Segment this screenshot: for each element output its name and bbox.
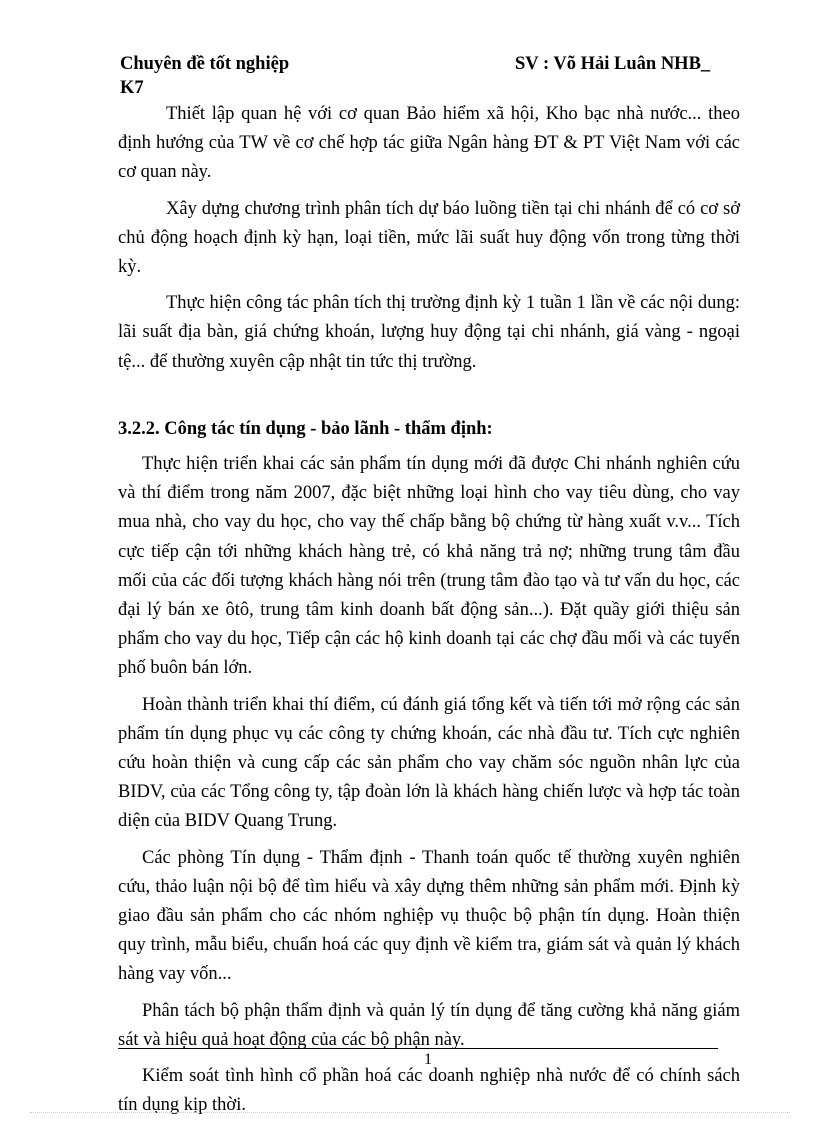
paragraph: Xây dựng chương trình phân tích dự báo luồng tiền tại chi nhánh để có cơ sở chủ động hoạch định kỳ hạn, loại tiền, mức lãi suất huy động vốn trong từng thời kỳ. [118,198,740,278]
paragraph: Các phòng Tín dụng - Thẩm định - Thanh toán quốc tế thường xuyên nghiên cứu, thảo luận nội bộ để tìm hiểu và xây dựng thêm những sản phẩm mới. Định kỳ giao đầu sản phẩm cho các nhóm nghiệp vụ thuộc bộ phận tín dụng. Hoàn thiện quy trình, mẫu biểu, chuẩn hoá các quy định về kiểm tra, giám sát và quản lý khách hàng vay vốn... [118,847,740,985]
header-author: SV : Võ Hải Luân NHB_ [515,54,711,74]
paragraph: Phân tách bộ phận thẩm định và quản lý tín dụng để tăng cường khả năng giám sát và hiệu quả hoạt động của các bộ phận này. [118,1000,740,1050]
paragraph: Thực hiện triển khai các sản phẩm tín dụng mới đã được Chi nhánh nghiên cứu và thí điểm trong năm 2007, đặc biệt những loại hình cho vay tiêu dùng, cho vay mua nhà, cho vay du học, cho vay thế chấp bằng bộ chứng từ hàng xuất v.v... Tích cực tiếp cận tới những khách hàng trẻ, có khả năng trả nợ; những trung tâm đầu mối của các đối tượng khách hàng nói trên (trung tâm đào tạo và tư vấn du học, các đại lý bán xe ôtô, trung tâm kinh doanh bất động sản...). Đặt quầy giới thiệu sản phẩm cho vay du học, Tiếp cận các hộ kinh doanh tại các chợ đầu mối và các tuyến phố buôn bán lớn. [118,454,740,679]
page-bottom-border [30,1112,790,1113]
paragraph: Kiểm soát tình hình cổ phần hoá các doanh nghiệp nhà nước để có chính sách tín dụng kịp thời. [118,1066,740,1116]
header-title: Chuyên đề tốt nghiệp [120,54,290,74]
footer-divider [118,1048,718,1049]
paragraph: Thực hiện công tác phân tích thị trường định kỳ 1 tuần 1 lần về các nội dung: lãi suất địa bàn, giá chứng khoán, lượng huy động tại chi nhánh, giá vàng - ngoại tệ... để thường xuyên cập nhật tin tức thị trường. [118,293,740,372]
page-number: 1 [424,1051,432,1068]
header-author-continued: K7 [120,78,144,98]
paragraph: Thiết lập quan hệ với cơ quan Bảo hiểm xã hội, Kho bạc nhà nước... theo định hướng của TW về cơ chế hợp tác giữa Ngân hàng ĐT & PT Việt Nam với các cơ quan này. [118,104,740,183]
section-heading: 3.2.2. Công tác tín dụng - bảo lãnh - thẩm định: [118,418,493,439]
document-body [118,100,740,1121]
paragraph: Hoàn thành triển khai thí điểm, cú đánh giá tổng kết và tiến tới mở rộng các sản phẩm tín dụng phục vụ các công ty chứng khoán, các nhà đầu tư. Tích cực nghiên cứu hoàn thiện và cung cấp các sản phẩm cho vay chăm sóc nguồn nhân lực của BIDV, của các Tổng công ty, tập đoàn lớn là khách hàng chiến lược và hợp tác toàn diện của BIDV Quang Trung. [118,694,740,832]
